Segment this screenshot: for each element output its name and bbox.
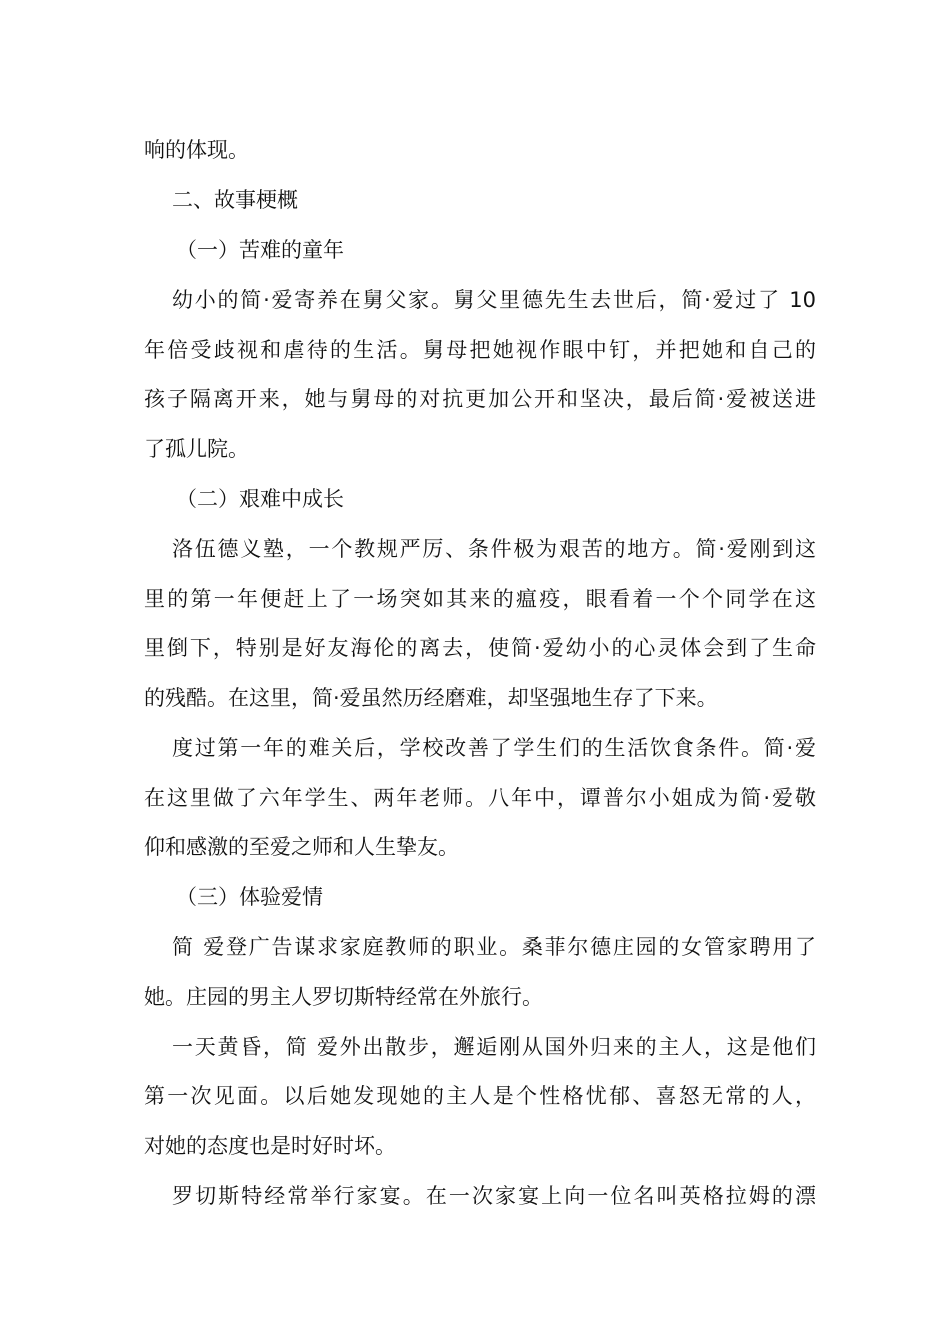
paragraph-line: 一天黄昏，简 爱外出散步，邂逅刚从国外归来的主人，这是他们 [172,1035,816,1059]
subsection-heading: （二）艰难中成长 [176,487,344,511]
paragraph-line: 对她的态度也是时好时坏。 [144,1134,396,1158]
paragraph-line: 第一次见面。以后她发现她的主人是个性格忧郁、喜怒无常的人， [144,1084,816,1108]
paragraph-line: 在这里做了六年学生、两年老师。八年中，谭普尔小姐成为简·爱敬 [144,786,816,810]
paragraph-line: 罗切斯特经常举行家宴。在一次家宴上向一位名叫英格拉姆的漂 [172,1184,816,1208]
paragraph-line: 孩子隔离开来，她与舅母的对抗更加公开和坚决，最后简·爱被送进 [144,387,816,411]
paragraph-line: 年倍受歧视和虐待的生活。舅母把她视作眼中钉，并把她和自己的 [144,338,816,362]
paragraph-line: 简 爱登广告谋求家庭教师的职业。桑菲尔德庄园的女管家聘用了 [172,935,816,959]
subsection-heading: （一）苦难的童年 [176,238,344,262]
paragraph-line: 幼小的简·爱寄养在舅父家。舅父里德先生去世后，简·爱过了 10 [172,288,816,312]
subsection-heading: （三）体验爱情 [176,885,323,909]
paragraph-line: 度过第一年的难关后，学校改善了学生们的生活饮食条件。简·爱 [172,736,816,760]
paragraph-line: 响的体现。 [144,138,249,162]
paragraph-line: 仰和感激的至爱之师和人生挚友。 [144,835,459,859]
paragraph-line: 了孤儿院。 [144,437,249,461]
section-heading: 二、故事梗概 [172,188,298,212]
paragraph-line: 里的第一年便赶上了一场突如其来的瘟疫，眼看着一个个同学在这 [144,587,816,611]
paragraph-line: 她。庄园的男主人罗切斯特经常在外旅行。 [144,985,543,1009]
paragraph-line: 里倒下，特别是好友海伦的离去，使简·爱幼小的心灵体会到了生命 [144,636,816,660]
paragraph-line: 洛伍德义塾，一个教规严厉、条件极为艰苦的地方。简·爱刚到这 [172,537,816,561]
paragraph-line: 的残酷。在这里，简·爱虽然历经磨难，却坚强地生存了下来。 [144,686,718,710]
